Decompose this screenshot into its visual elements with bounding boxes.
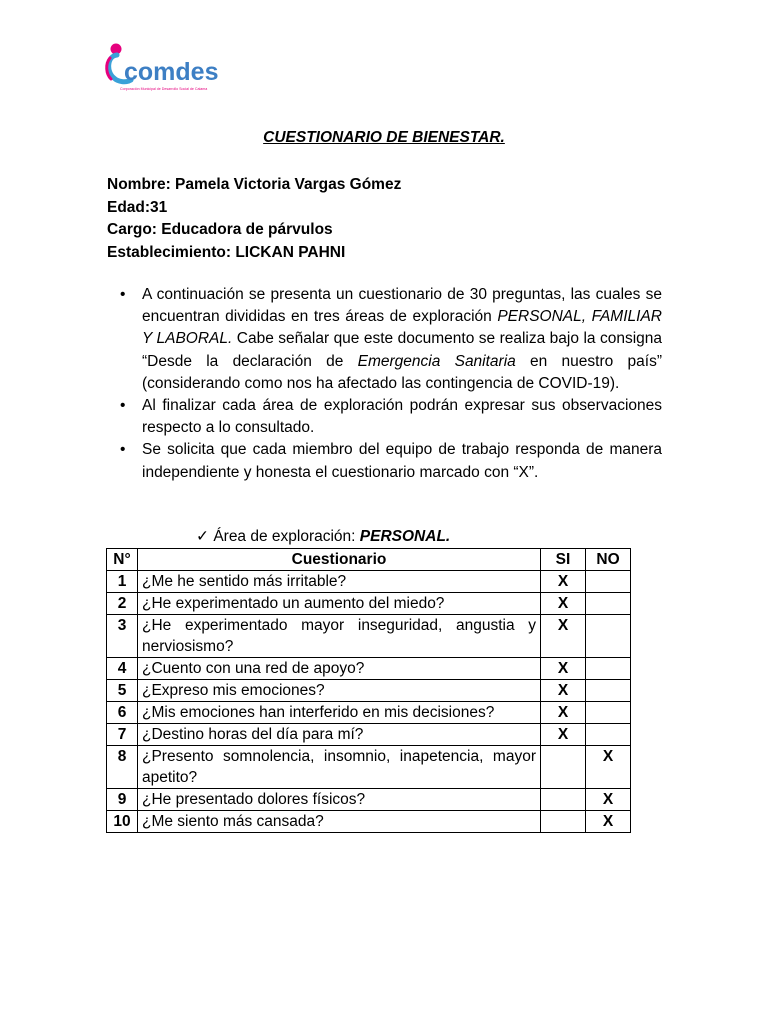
row-number: 10 [107, 811, 138, 833]
bullet-icon: • [120, 286, 126, 303]
row-question: ¿He experimentado mayor inseguridad, angustia y nerviosismo? [138, 615, 541, 658]
info-edad: Edad:31 [107, 198, 168, 216]
table-row [107, 593, 631, 615]
row-number: 8 [107, 746, 138, 789]
instruction-item [116, 284, 662, 395]
area-heading [196, 527, 450, 546]
row-yes-mark: X [541, 615, 586, 658]
info-establecimiento: Establecimiento: LICKAN PAHNI [107, 243, 346, 261]
row-yes-mark: X [541, 702, 586, 724]
row-no-mark [586, 702, 631, 724]
row-no-mark [586, 724, 631, 746]
row-number: 5 [107, 680, 138, 702]
row-question: ¿Me he sentido más irritable? [138, 571, 541, 593]
instruction-emphasis: PERSONAL, FAMILIAR Y LABORAL. [142, 308, 662, 348]
info-cargo: Cargo: Educadora de párvulos [107, 221, 333, 238]
row-no-mark [586, 615, 631, 658]
row-number: 2 [107, 593, 138, 615]
row-number: 6 [107, 702, 138, 724]
row-yes-mark [541, 789, 586, 811]
logo-text: comdes [124, 58, 219, 86]
row-yes-mark: X [541, 571, 586, 593]
area-name: PERSONAL. [359, 528, 451, 545]
row-question: ¿Presento somnolencia, insomnio, inapetencia, mayor apetito? [138, 746, 541, 789]
table-header-row [107, 549, 631, 571]
row-no-mark [586, 593, 631, 615]
row-question: ¿Cuento con una red de apoyo? [138, 658, 541, 680]
checkmark-icon: ✓ [196, 528, 209, 545]
row-question: ¿Me siento más cansada? [138, 811, 541, 833]
row-number: 3 [107, 615, 138, 658]
comdes-logo [104, 42, 224, 94]
personal-info [107, 174, 401, 264]
row-yes-mark: X [541, 680, 586, 702]
instruction-item [116, 439, 662, 483]
instruction-text: Al finalizar cada área de exploración podrán expresar sus observaciones respecto a lo consultado. [142, 397, 662, 437]
table-row [107, 680, 631, 702]
table-row [107, 789, 631, 811]
bullet-icon: • [120, 397, 126, 415]
row-no-mark: X [586, 789, 631, 811]
instruction-text: Se solicita que cada miembro del equipo de trabajo responda de manera independiente y honesta el cuestionario marcado con “X”. [142, 441, 662, 481]
header-question: Cuestionario [138, 549, 541, 571]
bullet-icon: • [120, 441, 126, 459]
row-no-mark: X [586, 746, 631, 789]
row-no-mark [586, 658, 631, 680]
row-no-mark: X [586, 811, 631, 833]
table-row [107, 571, 631, 593]
table-row [107, 746, 631, 789]
row-question: ¿He experimentado un aumento del miedo? [138, 593, 541, 615]
header-yes: SI [541, 549, 586, 571]
row-yes-mark: X [541, 593, 586, 615]
row-question: ¿He presentado dolores físicos? [138, 789, 541, 811]
instruction-text: Cabe señalar que este documento se realiza bajo la consigna “Desde la declaración de [142, 330, 662, 370]
area-label: Área de exploración: [213, 528, 360, 545]
row-yes-mark: X [541, 658, 586, 680]
header-no: NO [586, 549, 631, 571]
instruction-item [116, 395, 662, 439]
row-number: 9 [107, 789, 138, 811]
row-question: ¿Mis emociones han interferido en mis decisiones? [138, 702, 541, 724]
row-number: 7 [107, 724, 138, 746]
row-yes-mark: X [541, 724, 586, 746]
table-row [107, 811, 631, 833]
row-yes-mark [541, 746, 586, 789]
row-question: ¿Expreso mis emociones? [138, 680, 541, 702]
table-row [107, 615, 631, 658]
row-no-mark [586, 680, 631, 702]
table-row [107, 658, 631, 680]
table-row [107, 724, 631, 746]
logo-tagline: Corporación Municipal de Desarrollo Social de Calama [120, 87, 208, 91]
instruction-text: en nuestro país” (considerando como nos ha afectado las contingencia de COVID-19). [142, 352, 662, 392]
questionnaire-table [106, 548, 631, 833]
row-question: ¿Destino horas del día para mí? [138, 724, 541, 746]
instruction-emphasis: Emergencia Sanitaria [357, 352, 516, 370]
row-yes-mark [541, 811, 586, 833]
table-row [107, 702, 631, 724]
document-title: CUESTIONARIO DE BIENESTAR. [263, 129, 505, 146]
row-number: 4 [107, 658, 138, 680]
instruction-text: A continuación se presenta un cuestionario de 30 preguntas, las cuales se encuentran divididas en tres áreas de exploración [142, 286, 662, 326]
row-number: 1 [107, 571, 138, 593]
info-nombre: Nombre: Pamela Victoria Vargas Gómez [107, 176, 402, 193]
header-number: N° [107, 549, 138, 571]
instructions-list [116, 284, 662, 484]
row-no-mark [586, 571, 631, 593]
